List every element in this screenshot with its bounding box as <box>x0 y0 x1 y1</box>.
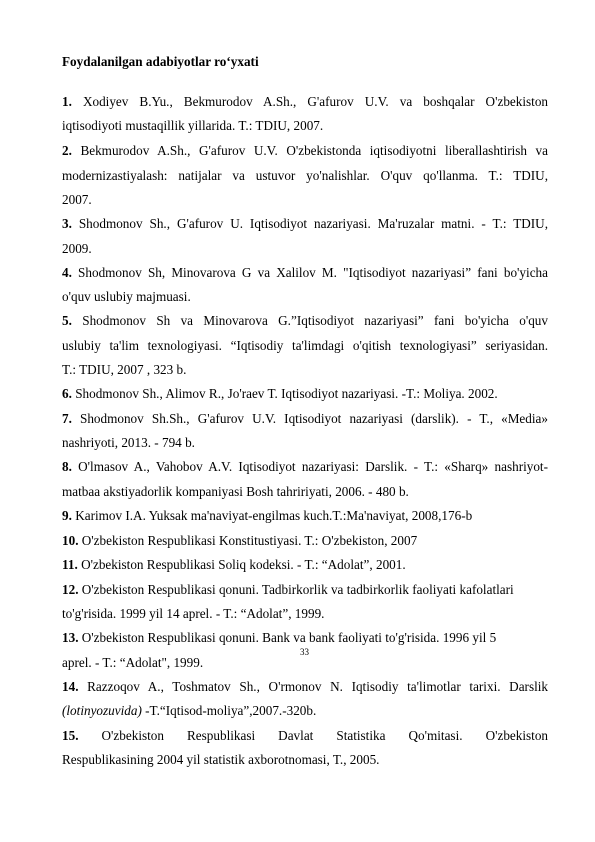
reference-number: 13. <box>62 630 79 645</box>
reference-text: uslubiy ta'lim texnologiyasi. “Iqtisodiy ta'limdagi o'qitish texnologiyasi” seriyasidan. <box>62 338 548 353</box>
reference-text: O'zbekiston Respublikasi Konstitustiyasi. T.: O'zbekiston, 2007 <box>81 533 418 548</box>
reference-item <box>62 533 548 549</box>
reference-text: -T.“Iqtisod-moliya”,2007.-320b. <box>141 703 317 718</box>
reference-item <box>62 508 548 524</box>
page-number: 33 <box>300 647 309 657</box>
reference-number: 11. <box>62 557 78 572</box>
reference-number: 9. <box>62 508 72 523</box>
reference-item <box>62 459 548 475</box>
reference-text: matbaa akstiyadorlik kompaniyasi Bosh tahririyati, 2006. - 480 b. <box>62 484 409 499</box>
reference-item <box>62 216 548 232</box>
reference-text: aprel. - T.: “Adolat", 1999. <box>62 655 204 670</box>
reference-number: 4. <box>62 265 72 280</box>
reference-number: 14. <box>62 679 79 694</box>
page-title: Foydalanilgan adabiyotlar ro‘yxati <box>62 54 259 69</box>
reference-item <box>62 313 548 329</box>
reference-text: Respublikasining 2004 yil statistik axborotnomasi, T., 2005. <box>62 752 380 767</box>
reference-number: 3. <box>62 216 72 231</box>
reference-text: 2007. <box>62 192 92 207</box>
reference-item <box>62 679 548 695</box>
reference-text: O'zbekiston Respublikasi Davlat Statistika Qo'mitasi. O'zbekiston <box>101 728 548 743</box>
reference-text: Xodiyev B.Yu., Bekmurodov A.Sh., G'afurov U.V. va boshqalar O'zbekiston <box>82 94 548 109</box>
reference-item <box>62 94 548 110</box>
reference-number: 2. <box>62 143 72 158</box>
reference-number: 7. <box>62 411 72 426</box>
reference-text: o'quv uslubiy majmuasi. <box>62 289 191 304</box>
reference-italic-text: (lotinyozuvida) <box>62 703 142 718</box>
reference-text: Shodmonov Sh.Sh., G'afurov U.V. Iqtisodiyot nazariyasi (darslik). - T., «Media» <box>80 411 548 426</box>
reference-text-line <box>62 703 548 719</box>
reference-item <box>62 557 548 573</box>
reference-item <box>62 265 548 281</box>
reference-text: Bekmurodov A.Sh., G'afurov U.V. O'zbekistonda iqtisodiyotni liberallashtirish va <box>80 143 548 158</box>
reference-item <box>62 386 548 402</box>
reference-text: O'lmasov A., Vahobov A.V. Iqtisodiyot nazariyasi: Darslik. - T.: «Sharq» nashriyot- <box>78 459 548 474</box>
reference-text: iqtisodiyoti mustaqillik yillarida. T.: TDIU, 2007. <box>62 118 324 133</box>
reference-text: Karimov I.A. Yuksak ma'naviyat-engilmas kuch.T.:Ma'naviyat, 2008,176-b <box>75 508 473 523</box>
reference-text: Shodmonov Sh va Minovarova G.”Iqtisodiyot nazariyasi” fani bo'yicha o'quv <box>82 313 548 328</box>
reference-number: 12. <box>62 582 79 597</box>
reference-text: 2009. <box>62 241 92 256</box>
reference-number: 1. <box>62 94 72 109</box>
reference-text: O'zbekiston Respublikasi qonuni. Bank va bank faoliyati to'g'risida. 1996 yil 5 <box>81 630 497 645</box>
reference-item <box>62 630 548 646</box>
reference-text: Shodmonov Sh., Alimov R., Jo'raev T. Iqtisodiyot nazariyasi. -T.: Moliya. 2002. <box>75 386 498 401</box>
reference-item <box>62 728 548 744</box>
reference-number: 8. <box>62 459 72 474</box>
reference-text: T.: TDIU, 2007 , 323 b. <box>62 362 187 377</box>
reference-text: to'g'risida. 1999 yil 14 aprel. - T.: “Adolat”, 1999. <box>62 606 325 621</box>
reference-number: 15. <box>62 728 79 743</box>
reference-item <box>62 411 548 427</box>
reference-text: modernizastiyalash: natijalar va ustuvor yo'nalishlar. O'quv qo'llanma. T.: TDIU, <box>62 168 548 183</box>
reference-text: Shodmonov Sh, Minovarova G va Xalilov M. "Iqtisodiyot nazariyasi” fani bo'yicha <box>78 265 548 280</box>
reference-text: nashriyoti, 2013. - 794 b. <box>62 435 195 450</box>
reference-number: 6. <box>62 386 72 401</box>
reference-item <box>62 143 548 159</box>
reference-number: 5. <box>62 313 72 328</box>
reference-text: Razzoqov A., Toshmatov Sh., O'rmonov N. Iqtisodiy ta'limotlar tarixi. Darslik <box>87 679 548 694</box>
reference-item <box>62 582 548 598</box>
reference-text: O'zbekiston Respublikasi qonuni. Tadbirkorlik va tadbirkorlik faoliyati kafolatlari <box>81 582 514 597</box>
reference-number: 10. <box>62 533 79 548</box>
reference-text: O'zbekiston Respublikasi Soliq kodeksi. - T.: “Adolat”, 2001. <box>81 557 406 572</box>
reference-text: Shodmonov Sh., G'afurov U. Iqtisodiyot nazariyasi. Ma'ruzalar matni. - T.: TDIU, <box>78 216 548 231</box>
